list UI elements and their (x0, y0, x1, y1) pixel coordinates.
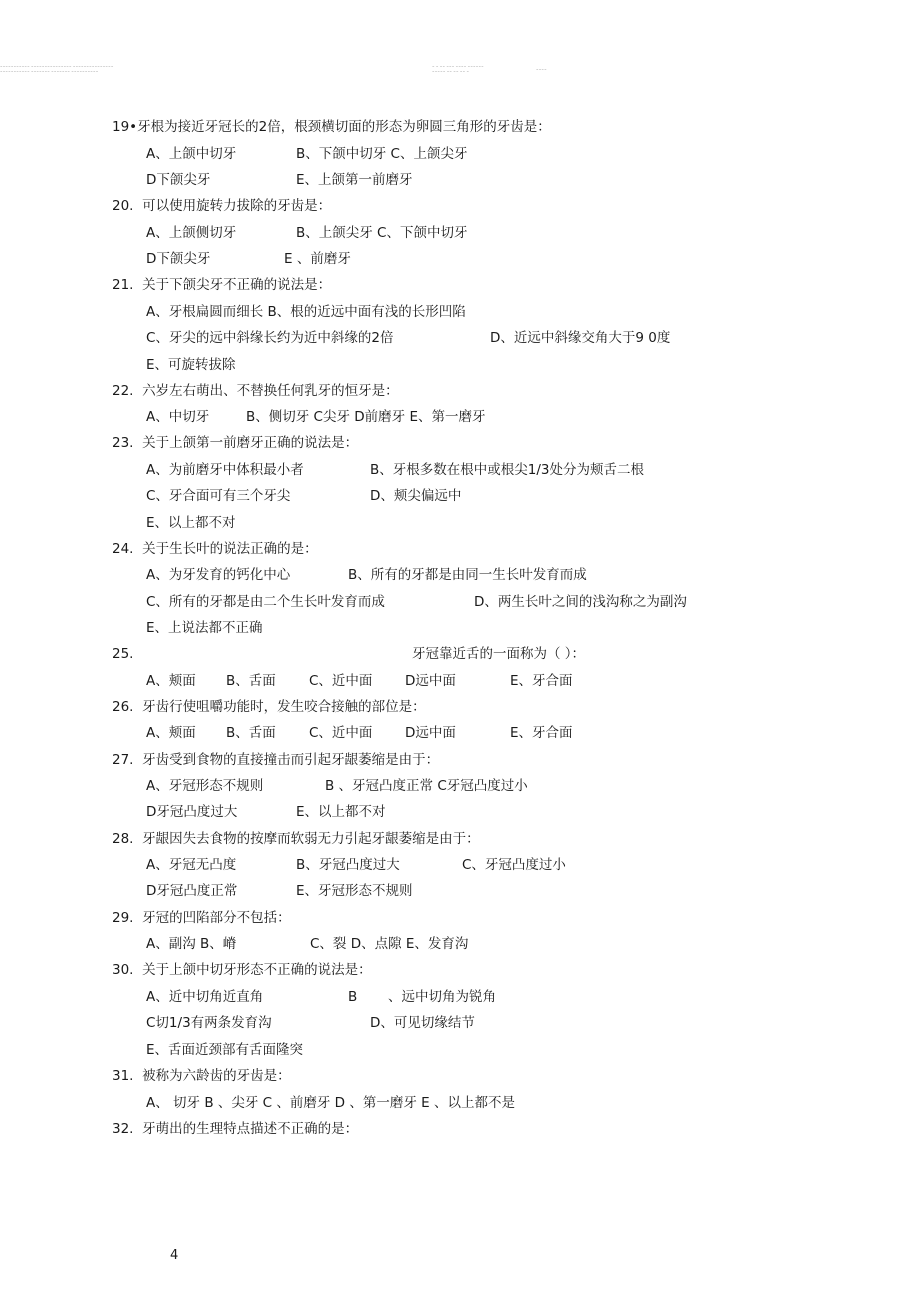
question-stem: 可以使用旋转力拔除的牙齿是： (142, 198, 332, 214)
question-number: 19• (112, 119, 138, 135)
question-19 (112, 118, 551, 136)
option: B、牙根多数在根中或根尖1/3处分为颊舌二根 (370, 462, 644, 478)
page-number: 4 (170, 1248, 179, 1263)
question-number: 32. (112, 1121, 134, 1137)
option: C、近中面 (309, 725, 373, 741)
option: B、上颌尖牙 C、下颌中切牙 (296, 225, 468, 241)
option: C、近中面 (309, 673, 373, 689)
question-31 (112, 1067, 291, 1085)
option: E、以上都不对 (146, 515, 236, 531)
question-stem: 牙冠的凹陷部分不包括： (142, 910, 291, 926)
question-stem: 关于上颌第一前磨牙正确的说法是： (142, 435, 359, 451)
option: A、为前磨牙中体积最小者 (146, 462, 304, 478)
option: A、为牙发育的钙化中心 (146, 567, 291, 583)
question-30 (112, 961, 372, 979)
option: E、以上都不对 (296, 804, 386, 820)
header-text-right-1: ~ ~ ~~ ~~~ ~~~~ ~~~~~~ (432, 64, 484, 68)
option: A、上颌中切牙 (146, 146, 237, 162)
option: A、近中切角近直角 (146, 989, 264, 1005)
option: B、侧切牙 C尖牙 D前磨牙 E、第一磨牙 (246, 409, 486, 425)
option: D牙冠凸度正常 (146, 883, 238, 899)
option: A、副沟 B、嵴 (146, 936, 237, 952)
question-stem: 牙萌出的生理特点描述不正确的是： (142, 1121, 359, 1137)
question-25-number: 25. (112, 646, 134, 662)
option: A、颊面 (146, 673, 196, 689)
question-stem: 牙龈因失去食物的按摩而软弱无力引起牙龈萎缩是由于： (142, 831, 480, 847)
header-text-right-2: ~~~~~ ~~ ~~ ~~ ~ (432, 69, 470, 73)
question-number: 29. (112, 910, 134, 926)
question-number: 24. (112, 541, 134, 557)
option: D远中面 (405, 673, 456, 689)
option: C、所有的牙都是由二个生长叶发育而成 (146, 594, 385, 610)
option: C、牙冠凸度过小 (462, 857, 566, 873)
question-number: 21. (112, 277, 134, 293)
question-26 (112, 698, 426, 716)
question-number: 22. (112, 383, 134, 399)
question-29 (112, 909, 291, 927)
option: E、舌面近颈部有舌面隆突 (146, 1042, 304, 1058)
option: E、上颌第一前磨牙 (296, 172, 413, 188)
header-text-left-2: ~~~~~~~~~~~ ~~~~~~~ ~~~~~~~ ~~~~~~~~~~ (0, 69, 99, 73)
option: A、中切牙 (146, 409, 210, 425)
option: D下颌尖牙 (146, 251, 211, 267)
question-stem: 牙根为接近牙冠长的2倍，根颈横切面的形态为卵圆三角形的牙齿是： (137, 119, 551, 135)
option: B、舌面 (226, 725, 276, 741)
option: E 、前磨牙 (284, 251, 351, 267)
option: A、 切牙 B 、尖牙 C 、前磨牙 D 、第一磨牙 E 、以上都不是 (146, 1095, 515, 1111)
option: D、颊尖偏远中 (370, 488, 462, 504)
option: D、近远中斜缘交角大于9 0度 (490, 330, 671, 346)
option: B (348, 989, 358, 1005)
option: A、上颌侧切牙 (146, 225, 237, 241)
option: C、裂 D、点隙 E、发育沟 (310, 936, 469, 952)
option: D、两生长叶之间的浅沟称之为副沟 (474, 594, 687, 610)
option: A、牙根扁圆而细长 B、根的近远中面有浅的长形凹陷 (146, 304, 466, 320)
question-number: 28. (112, 831, 134, 847)
option: B、舌面 (226, 673, 276, 689)
option: E、上说法都不正确 (146, 620, 263, 636)
option: C、牙尖的远中斜缘长约为近中斜缘的2倍 (146, 330, 394, 346)
option: A、牙冠无凸度 (146, 857, 237, 873)
question-stem: 牙齿行使咀嚼功能时，发生咬合接触的部位是： (142, 699, 426, 715)
question-stem: 关于下颌尖牙不正确的说法是： (142, 277, 332, 293)
question-22 (112, 382, 399, 400)
question-20 (112, 197, 331, 215)
question-23 (112, 434, 358, 452)
option: C、牙合面可有三个牙尖 (146, 488, 291, 504)
option: B、所有的牙都是由同一生长叶发育而成 (348, 567, 587, 583)
question-stem: 关于生长叶的说法正确的是： (142, 541, 318, 557)
question-number: 31. (112, 1068, 134, 1084)
option: 、远中切角为锐角 (388, 989, 496, 1005)
question-number: 26. (112, 699, 134, 715)
question-25-stem: 牙冠靠近舌的一面称为（ ）： (412, 646, 586, 662)
option: E、牙合面 (510, 673, 573, 689)
question-stem: 六岁左右萌出、不替换任何乳牙的恒牙是： (142, 383, 399, 399)
question-24 (112, 540, 318, 558)
option: A、牙冠形态不规则 (146, 778, 264, 794)
question-number: 23. (112, 435, 134, 451)
question-28 (112, 830, 480, 848)
option: E、可旋转拔除 (146, 357, 236, 373)
option: D下颌尖牙 (146, 172, 211, 188)
header-text-left-1: ~~~~~~~~~~~ ~~~~~~~~~~~~~~~ ~~~~~~~~~~~~~~~ (0, 64, 114, 68)
header-text-right-3: ~~~~ (536, 67, 547, 71)
question-stem: 牙齿受到食物的直接撞击而引起牙龈萎缩是由于： (142, 752, 440, 768)
option: E、牙合面 (510, 725, 573, 741)
option: D、可见切缘结节 (370, 1015, 475, 1031)
question-stem: 关于上颌中切牙形态不正确的说法是： (142, 962, 372, 978)
option: A、颊面 (146, 725, 196, 741)
option: E、牙冠形态不规则 (296, 883, 413, 899)
option: B、下颌中切牙 C、上颌尖牙 (296, 146, 468, 162)
option: D牙冠凸度过大 (146, 804, 238, 820)
option: B 、牙冠凸度正常 C牙冠凸度过小 (325, 778, 528, 794)
question-stem: 被称为六龄齿的牙齿是： (142, 1068, 291, 1084)
question-number: 30. (112, 962, 134, 978)
question-number: 27. (112, 752, 134, 768)
option: B、牙冠凸度过大 (296, 857, 400, 873)
question-32 (112, 1120, 358, 1138)
option: D远中面 (405, 725, 456, 741)
option: C切1/3有两条发育沟 (146, 1015, 272, 1031)
question-27 (112, 751, 439, 769)
question-21 (112, 276, 331, 294)
question-number: 20. (112, 198, 134, 214)
